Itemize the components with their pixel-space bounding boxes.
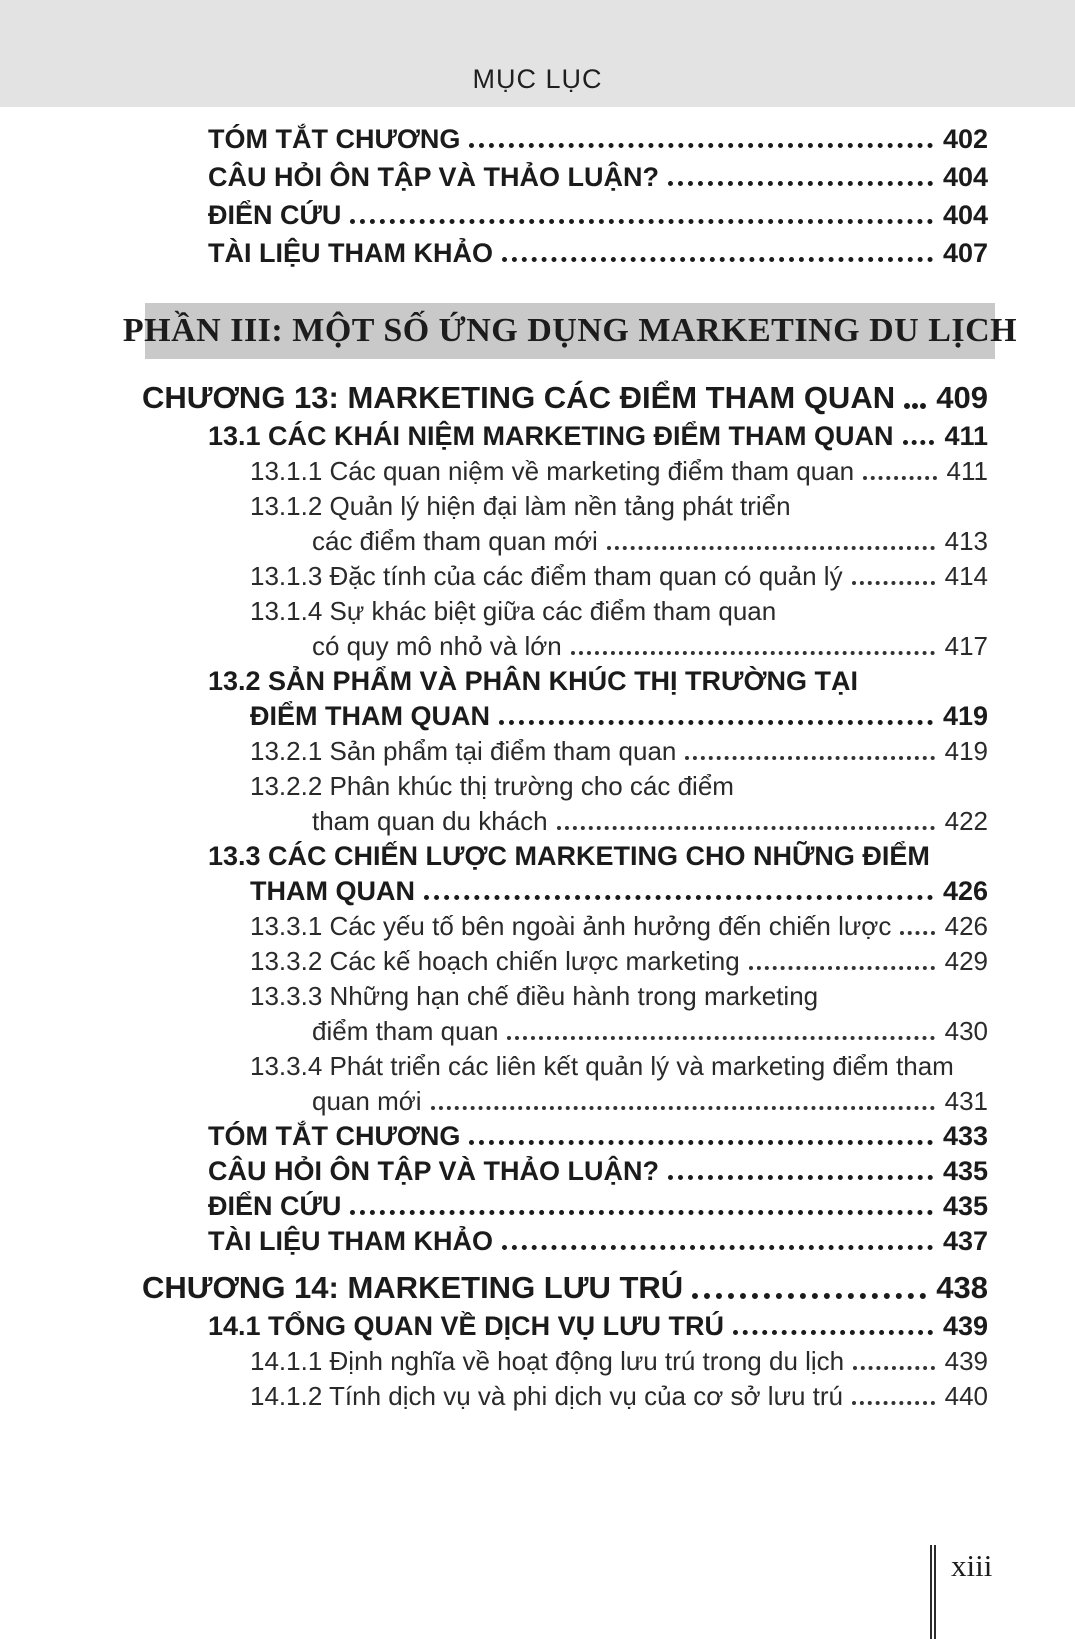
toc-entry-label: TÀI LIỆU THAM KHẢO	[208, 1225, 493, 1256]
dot-leader	[863, 476, 936, 480]
toc-entry-page: 409	[936, 380, 988, 416]
dot-leader	[424, 895, 933, 900]
toc-entry-label: điểm tham quan	[312, 1015, 499, 1046]
toc-entry	[0, 905, 988, 940]
toc-entry-page: 439	[944, 1345, 988, 1376]
toc-entry	[0, 1185, 988, 1220]
page-header	[0, 0, 1075, 107]
toc-entry-page: 426	[942, 875, 988, 906]
toc-entry-page: 440	[944, 1380, 988, 1411]
toc-entry-label: 13.3.1 Các yếu tố bên ngoài ảnh hưởng đến chiến lược	[250, 910, 892, 941]
toc-main-list	[0, 365, 988, 1410]
part-banner	[122, 303, 1018, 359]
toc-entry	[0, 660, 988, 695]
toc-entry-label: TÓM TẮT CHƯƠNG	[208, 123, 461, 154]
dot-leader	[350, 1210, 933, 1215]
toc-entry-page: 402	[942, 123, 988, 154]
toc-entry-page: 411	[944, 420, 988, 451]
toc-entry-label: 14.1.1 Định nghĩa về hoạt động lưu trú trong du lịch	[250, 1345, 845, 1376]
toc-entry-label: 13.3.4 Phát triển các liên kết quản lý và marketing điểm tham	[250, 1050, 954, 1081]
toc-entry	[0, 450, 988, 485]
toc-entry-label: CÂU HỎI ÔN TẬP VÀ THẢO LUẬN?	[208, 161, 659, 192]
dot-leader	[502, 1245, 933, 1250]
toc-entry-label: CHƯƠNG 14: MARKETING LƯU TRÚ	[142, 1270, 684, 1306]
toc-entry-page: 419	[944, 735, 988, 766]
toc-entry-label: quan mới	[312, 1085, 422, 1116]
toc-entry	[0, 870, 988, 905]
toc-entry-page: 419	[942, 700, 988, 731]
toc-entry	[0, 835, 988, 870]
dot-leader	[469, 1140, 933, 1145]
dot-leader	[350, 219, 933, 224]
toc-entry-label: có quy mô nhỏ và lớn	[312, 630, 562, 661]
toc-entry-page: 429	[944, 945, 988, 976]
toc-entry	[0, 695, 988, 730]
toc-entry-page: 431	[944, 1085, 988, 1116]
toc-entry-label: ĐIỂN CỨU	[208, 1190, 342, 1221]
dot-leader	[685, 756, 934, 760]
toc-entry-label: 13.2 SẢN PHẨM VÀ PHÂN KHÚC THỊ TRƯỜNG TẠI	[208, 665, 858, 696]
toc-entry	[0, 1115, 988, 1150]
part-banner-title: PHẦN III: MỘT SỐ ỨNG DỤNG MARKETING DU LỊCH	[122, 312, 1018, 349]
toc-entry-page: 426	[944, 910, 988, 941]
toc-entry-label: 13.1.4 Sự khác biệt giữa các điểm tham quan	[250, 595, 777, 626]
footer-rule	[930, 1545, 936, 1639]
toc-entry-page: 438	[936, 1270, 988, 1306]
toc-entry	[0, 485, 988, 520]
dot-leader	[749, 966, 935, 970]
toc-entry	[0, 1045, 988, 1080]
dot-leader	[900, 931, 934, 935]
dot-leader	[502, 257, 933, 262]
toc-entry	[0, 1080, 988, 1115]
toc-entry-page: 435	[942, 1155, 988, 1186]
toc-entry-page: 404	[942, 161, 988, 192]
toc-entry	[0, 1305, 988, 1340]
toc-entry-label: 13.1.1 Các quan niệm về marketing điểm tham quan	[250, 455, 855, 486]
toc-entry-label: 13.3.2 Các kế hoạch chiến lược marketing	[250, 945, 740, 976]
dot-leader	[852, 1401, 935, 1405]
toc-entry	[0, 625, 988, 660]
toc-entry	[0, 800, 988, 835]
toc-entry	[0, 115, 988, 153]
dot-leader	[431, 1106, 935, 1110]
dot-leader	[607, 546, 935, 550]
dot-leader	[692, 1293, 926, 1299]
toc-entry-page: 411	[946, 455, 988, 486]
toc-entry-label: TÀI LIỆU THAM KHẢO	[208, 237, 493, 268]
page-title: MỤC LỤC	[472, 64, 603, 94]
toc-entry-label: 13.3 CÁC CHIẾN LƯỢC MARKETING CHO NHỮNG ĐIỂM	[208, 840, 930, 871]
dot-leader	[852, 581, 935, 585]
toc-entry	[0, 1220, 988, 1255]
toc-entry	[0, 1255, 988, 1305]
dot-leader	[469, 143, 933, 148]
toc-entry-label: 14.1 TỔNG QUAN VỀ DỊCH VỤ LƯU TRÚ	[208, 1310, 724, 1341]
dot-leader	[733, 1330, 933, 1335]
toc-entry-label: các điểm tham quan mới	[312, 525, 598, 556]
toc-entry-label: 13.1.3 Đặc tính của các điểm tham quan có quản lý	[250, 560, 843, 591]
toc-entry	[0, 153, 988, 191]
toc-entry	[0, 730, 988, 765]
toc-entry-label: TÓM TẮT CHƯƠNG	[208, 1120, 461, 1151]
dot-leader	[668, 1175, 933, 1180]
toc-content	[0, 107, 1018, 1411]
toc-front-list	[0, 107, 988, 267]
toc-entry-page: 414	[944, 560, 988, 591]
page-number: xiii	[951, 1548, 993, 1583]
toc-entry-label: ĐIỂN CỨU	[208, 199, 342, 230]
toc-entry-label: CÂU HỎI ÔN TẬP VÀ THẢO LUẬN?	[208, 1155, 659, 1186]
toc-entry-page: 437	[942, 1225, 988, 1256]
dot-leader	[668, 181, 933, 186]
toc-entry-label: 13.2.2 Phân khúc thị trường cho các điểm	[250, 770, 734, 801]
dot-leader	[557, 826, 935, 830]
toc-entry-page: 407	[942, 237, 988, 268]
toc-entry-label: 13.3.3 Những hạn chế điều hành trong marketing	[250, 980, 819, 1011]
toc-entry-label: 13.1.2 Quản lý hiện đại làm nền tảng phát triển	[250, 490, 791, 521]
toc-entry-page: 439	[942, 1310, 988, 1341]
toc-entry	[0, 940, 988, 975]
toc-entry-page: 413	[944, 525, 988, 556]
toc-entry-page: 404	[942, 199, 988, 230]
toc-entry-label: CHƯƠNG 13: MARKETING CÁC ĐIỂM THAM QUAN	[142, 380, 896, 416]
toc-entry-page: 435	[942, 1190, 988, 1221]
toc-entry	[0, 1340, 988, 1375]
dot-leader	[853, 1366, 934, 1370]
toc-entry-label: 14.1.2 Tính dịch vụ và phi dịch vụ của cơ sở lưu trú	[250, 1380, 843, 1411]
toc-entry	[0, 229, 988, 267]
toc-entry-label: THAM QUAN	[250, 875, 415, 906]
toc-entry-page: 422	[944, 805, 988, 836]
toc-entry	[0, 520, 988, 555]
toc-entry	[0, 1375, 988, 1410]
toc-entry	[0, 1010, 988, 1045]
dot-leader	[507, 1036, 934, 1040]
toc-entry-page: 417	[944, 630, 988, 661]
toc-entry-label: tham quan du khách	[312, 805, 548, 836]
toc-entry	[0, 975, 988, 1010]
dot-leader	[571, 651, 935, 655]
toc-entry-page: 433	[942, 1120, 988, 1151]
dot-leader	[903, 440, 935, 445]
dot-leader	[499, 720, 933, 725]
toc-entry	[0, 555, 988, 590]
toc-entry	[0, 415, 988, 450]
toc-entry	[0, 365, 988, 415]
dot-leader	[904, 403, 926, 409]
toc-entry-label: ĐIỂM THAM QUAN	[250, 700, 490, 731]
toc-entry	[0, 191, 988, 229]
toc-entry	[0, 765, 988, 800]
toc-entry-label: 13.1 CÁC KHÁI NIỆM MARKETING ĐIỂM THAM QUAN	[208, 420, 894, 451]
toc-entry	[0, 590, 988, 625]
toc-entry-page: 430	[944, 1015, 988, 1046]
toc-entry-label: 13.2.1 Sản phẩm tại điểm tham quan	[250, 735, 677, 766]
toc-entry	[0, 1150, 988, 1185]
